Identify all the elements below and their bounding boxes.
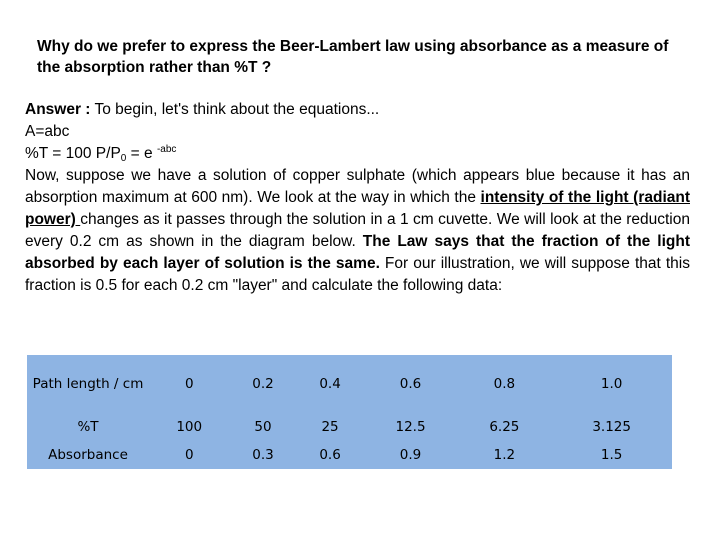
table-cell: 0 — [184, 375, 194, 392]
explanation-part-3: For our illustration, we will suppose that this fraction is 0.5 for each 0.2 cm "layer" and calculate the following data: — [25, 255, 690, 294]
table-cell: 1.2 — [493, 447, 516, 463]
table-cell: 0.6 — [399, 375, 422, 392]
table-row-absorbance — [27, 441, 672, 469]
table-cell: 50 — [254, 418, 272, 435]
row-header: Path length / cm — [32, 375, 144, 392]
table-cell: 6.25 — [489, 418, 520, 435]
table-cell: 25 — [321, 418, 339, 435]
answer-intro-line — [25, 99, 690, 121]
answer-block — [25, 99, 690, 297]
question-heading: Why do we prefer to express the Beer-Lambert law using absorbance as a measure of the absorption rather than %T ? — [37, 38, 669, 76]
row-header: Absorbance — [48, 447, 128, 463]
explanation-part-2: changes as it passes through the solution in a 1 cm cuvette. We will look at the reduction every 0.2 cm as shown in the diagram below. — [25, 211, 690, 250]
table-cell: 100 — [176, 418, 203, 435]
explanation-underlined: intensity of the light (radiant power) — [25, 189, 690, 228]
table-cell: 12.5 — [395, 418, 426, 435]
table-row-path-length — [27, 355, 672, 412]
table-cell: 0.2 — [252, 375, 274, 392]
equation-transmittance-lhs: %T = 100 P/P — [25, 145, 121, 162]
answer-intro: To begin, let's think about the equations... — [90, 101, 380, 118]
table-cell: 1.5 — [600, 447, 623, 463]
table-cell: 0.6 — [319, 447, 341, 463]
table-cell: 0.4 — [319, 375, 341, 392]
table-cell: 3.125 — [592, 418, 631, 435]
equation-absorbance: A=abc — [25, 123, 70, 140]
table-cell: 1.0 — [600, 375, 623, 392]
table-row-transmittance — [27, 412, 672, 441]
equation-transmittance — [25, 143, 690, 165]
data-table-container — [27, 355, 672, 469]
table-cell: 0.9 — [399, 447, 422, 463]
row-header: %T — [77, 418, 99, 435]
data-table — [27, 355, 672, 469]
table-cell: 0 — [184, 447, 194, 463]
explanation-part-1: Now, suppose we have a solution of copper sulphate (which appears blue because it has an absorption maximum at 600 nm). We look at the way in which the — [25, 167, 690, 206]
explanation-law-statement: The Law says that the fraction of the light absorbed by each layer of solution is the same. — [25, 233, 690, 272]
equation-subscript: 0 — [120, 153, 127, 164]
equation-exponent: -abc — [156, 144, 177, 155]
explanation-paragraph — [25, 165, 690, 297]
table-cell: 0.3 — [252, 447, 274, 463]
equation-transmittance-mid: = e — [126, 145, 157, 162]
answer-label: Answer : — [25, 101, 91, 118]
table-cell: 0.8 — [493, 375, 516, 392]
